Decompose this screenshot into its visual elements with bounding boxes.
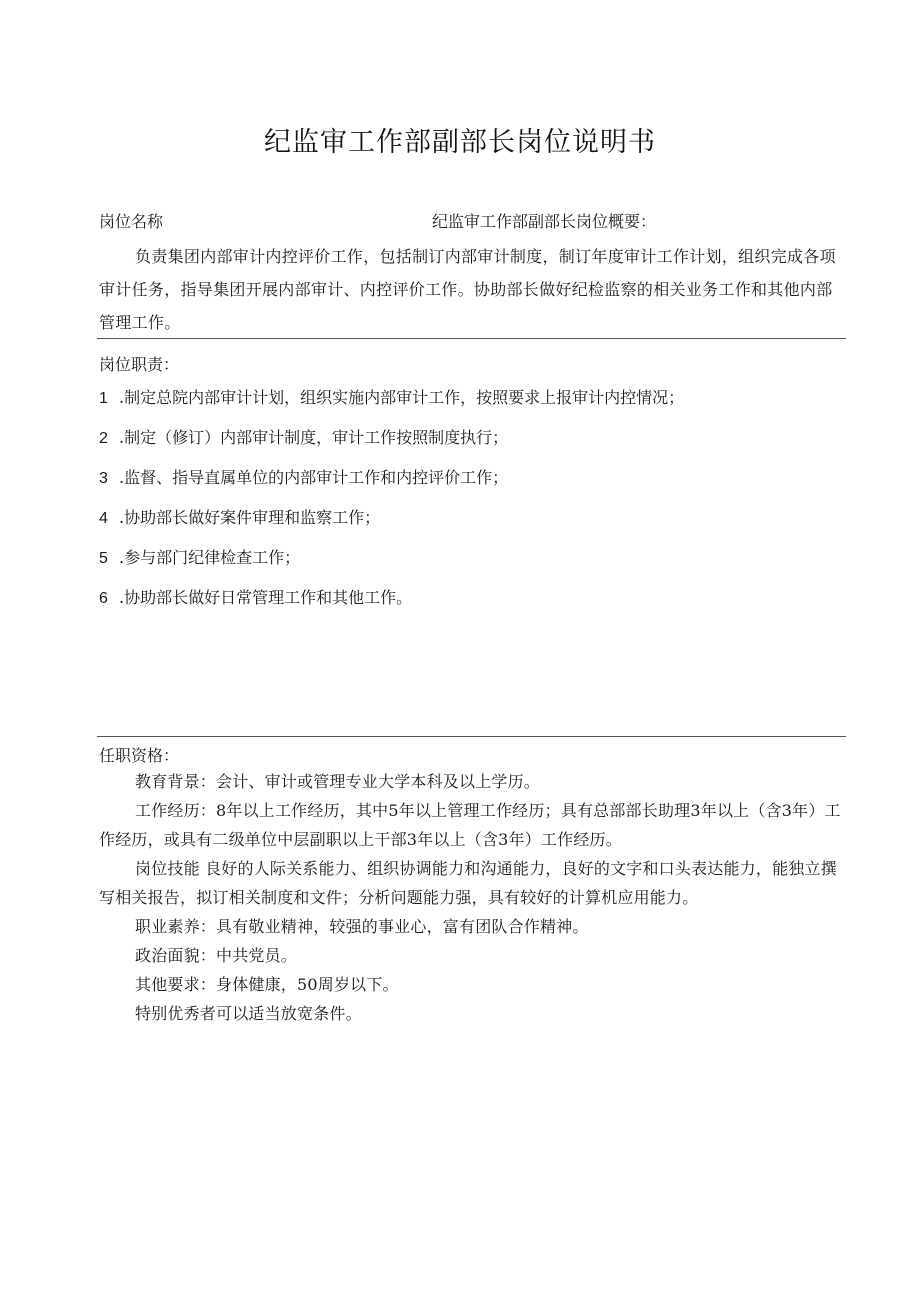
duty-number: 5 [99, 550, 108, 567]
duty-text: .参与部门纪律检查工作； [119, 548, 301, 567]
qualification-exception: 特别优秀者可以适当放宽条件。 [135, 1004, 362, 1023]
document-title: 纪监审工作部副部长岗位说明书 [264, 127, 656, 158]
duty-number: 2 [99, 430, 108, 447]
duty-number: 1 [99, 390, 108, 407]
qualification-education: 教育背景：会计、审计或管理专业大学本科及以上学历。 [135, 772, 541, 791]
duty-item [99, 386, 845, 426]
duty-text: .制定（修订）内部审计制度，审计工作按照制度执行； [119, 428, 509, 447]
duty-number: 4 [99, 510, 108, 527]
qualification-professionalism: 职业素养：具有敬业精神，较强的事业心，富有团队合作精神。 [135, 917, 589, 936]
qualification-political-status: 政治面貌：中共党员。 [135, 946, 298, 965]
position-summary: 负责集团内部审计内控评价工作，包括制订内部审计制度，制订年度审计工作计划，组织完成各项审计任务，指导集团开展内部审计、内控评价工作。协助部长做好纪检监察的相关业务工作和其他内部管理工作。 [99, 247, 836, 332]
qualifications-title: 任职资格： [99, 746, 180, 765]
duty-number: 6 [99, 590, 108, 607]
duties-title: 岗位职责： [99, 355, 180, 374]
duty-text: .协助部长做好案件审理和监察工作； [119, 508, 381, 527]
position-name-label: 岗位名称 [99, 212, 164, 231]
position-overview-label: 纪监审工作部副部长岗位概要： [432, 212, 657, 231]
qualification-other: 其他要求：身体健康，50周岁以下。 [135, 975, 399, 994]
duty-text: .协助部长做好日常管理工作和其他工作。 [119, 588, 413, 607]
duty-text: .监督、指导直属单位的内部审计工作和内控评价工作； [119, 468, 509, 487]
duty-item [99, 586, 845, 626]
qualifications-list [99, 767, 845, 1028]
duty-text: .制定总院内部审计计划，组织实施内部审计工作，按照要求上报审计内控情况； [119, 388, 685, 407]
position-header-row [99, 209, 849, 233]
duty-item [99, 426, 845, 466]
duty-item [99, 546, 845, 586]
duty-number: 3 [99, 470, 108, 487]
duty-item [99, 506, 845, 546]
duty-item [99, 466, 845, 506]
qualification-skills: 岗位技能 良好的人际关系能力、组织协调能力和沟通能力，良好的文字和口头表达能力，能独立撰写相关报告，拟订相关制度和文件；分析问题能力强，具有较好的计算机应用能力。 [99, 859, 837, 907]
section-divider [97, 736, 846, 737]
section-divider [97, 338, 846, 339]
qualification-experience: 工作经历：8年以上工作经历，其中5年以上管理工作经历；具有总部部长助理3年以上（含3年）工作经历，或具有二级单位中层副职以上干部3年以上（含3年）工作经历。 [99, 801, 841, 849]
duty-list [99, 386, 845, 626]
